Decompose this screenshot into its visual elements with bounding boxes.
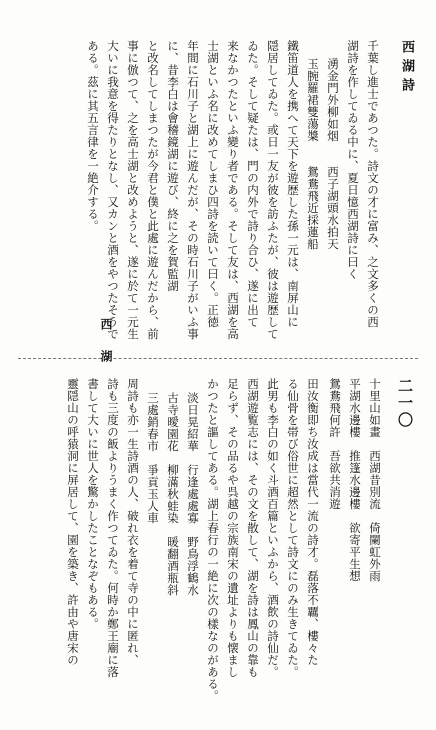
running-head-top: 西湖詩: [399, 40, 414, 97]
text-column: 年間に石川子と湖上に遊んだが、その時石川子がいふ事: [186, 40, 200, 340]
text-column: 足らず、その品るや呉越の宗族南宋の遺址よりも懐まし: [226, 378, 240, 678]
text-column: 平湖水邊樓 推篷水邊樓 欲寄平生想: [348, 378, 362, 582]
section-divider: [18, 358, 418, 359]
text-column: 士湖といふ名に改めてしまひ四詩を読いて曰く。正徳: [206, 40, 220, 328]
text-column: 靈隠山の呼猿洞に屏居して、園を築き、許由や唐宋の: [66, 378, 80, 666]
text-column: 詩も三度の飯よりうまく作つてゐた。何時か鄭王廟に落: [106, 378, 120, 678]
text-column: ゐた。そして疑たは、門の内外で詩り合ひ、遂に出て: [246, 40, 260, 328]
text-column: 書して大いに世人を驚かしたことなぞもある。: [86, 378, 100, 630]
text-column: 此男も李白の如く斗酒百篇といふから、酒飲の詩仙だ。: [266, 378, 280, 678]
text-column: 西湖遊覧志には、その文を散して、湖を詩は鳳山の靠も: [246, 378, 260, 678]
text-column: 千葉し進士であつた。詩文の才に富み、之文多くの西: [366, 40, 380, 328]
text-column: 鴛鴦飛何許 吾欲共消遊: [328, 378, 342, 522]
text-column: 隠居してゐた。或日一友が彼を訪ふたが、彼は遊歴して: [266, 40, 280, 340]
running-head-bottom: 西湖: [99, 318, 113, 382]
text-column: 玉腕羅裙雙蕩槳 鴛鴦飛近採蓮船: [306, 58, 320, 250]
text-column: 湧金門外柳如烟 西子湖頭水拍天: [326, 58, 340, 250]
text-column: ある。茲に其五言律を一絶介する。: [86, 40, 100, 232]
text-column: 湖詩を作してゐる中に、夏日憶西湖詩に曰く: [346, 40, 360, 280]
text-column: に、昔李白は會稽鏡湖に遊び、終に之を賀監湖: [166, 40, 180, 292]
text-column: 三處銷春市 爭貢玉人車: [146, 392, 160, 524]
page-number: 二一〇: [396, 378, 414, 429]
text-column: かつたと謳してある。湖上春行の一絶に次の樣なのがある。: [206, 378, 220, 702]
text-column: 大いに我意を得たりとなし、又カンと酒をやつたそうで: [106, 40, 120, 340]
text-column: と改名してしまつたが今君と僕と此處に遊んだから、前: [146, 40, 160, 340]
text-column: 古寺曖園花 柳滿秋蛙染 暖翻酒瓶斜: [166, 392, 180, 596]
text-column: 来なかつたといふ變り者である。そして友は、西湖を高: [226, 40, 240, 340]
text-column: 事に倣つて、之を高士湖と改めようと、遂に於て一元生: [126, 40, 140, 340]
text-column: 淡日晃紹華 行逢處處寡 野鳥浮鶴水: [186, 392, 200, 596]
text-column: 鐵笛道人を携へて天下を遊歴した孫一元は、南屏山に: [286, 40, 300, 328]
text-column: 田汝衡即ち汝成は當代一流の詩才。磊落不覊、樓々た: [306, 378, 320, 666]
text-column: 十里山如畫 西湖昔別流 倚闌虹外雨: [368, 378, 382, 582]
text-column: る仙骨を帯び俗世に超然として詩文にのみ生きてゐた。: [286, 378, 300, 678]
text-column: 周詩も亦一生詩酒の人、破れ衣を着て寺の中に匿れ、: [126, 378, 140, 666]
